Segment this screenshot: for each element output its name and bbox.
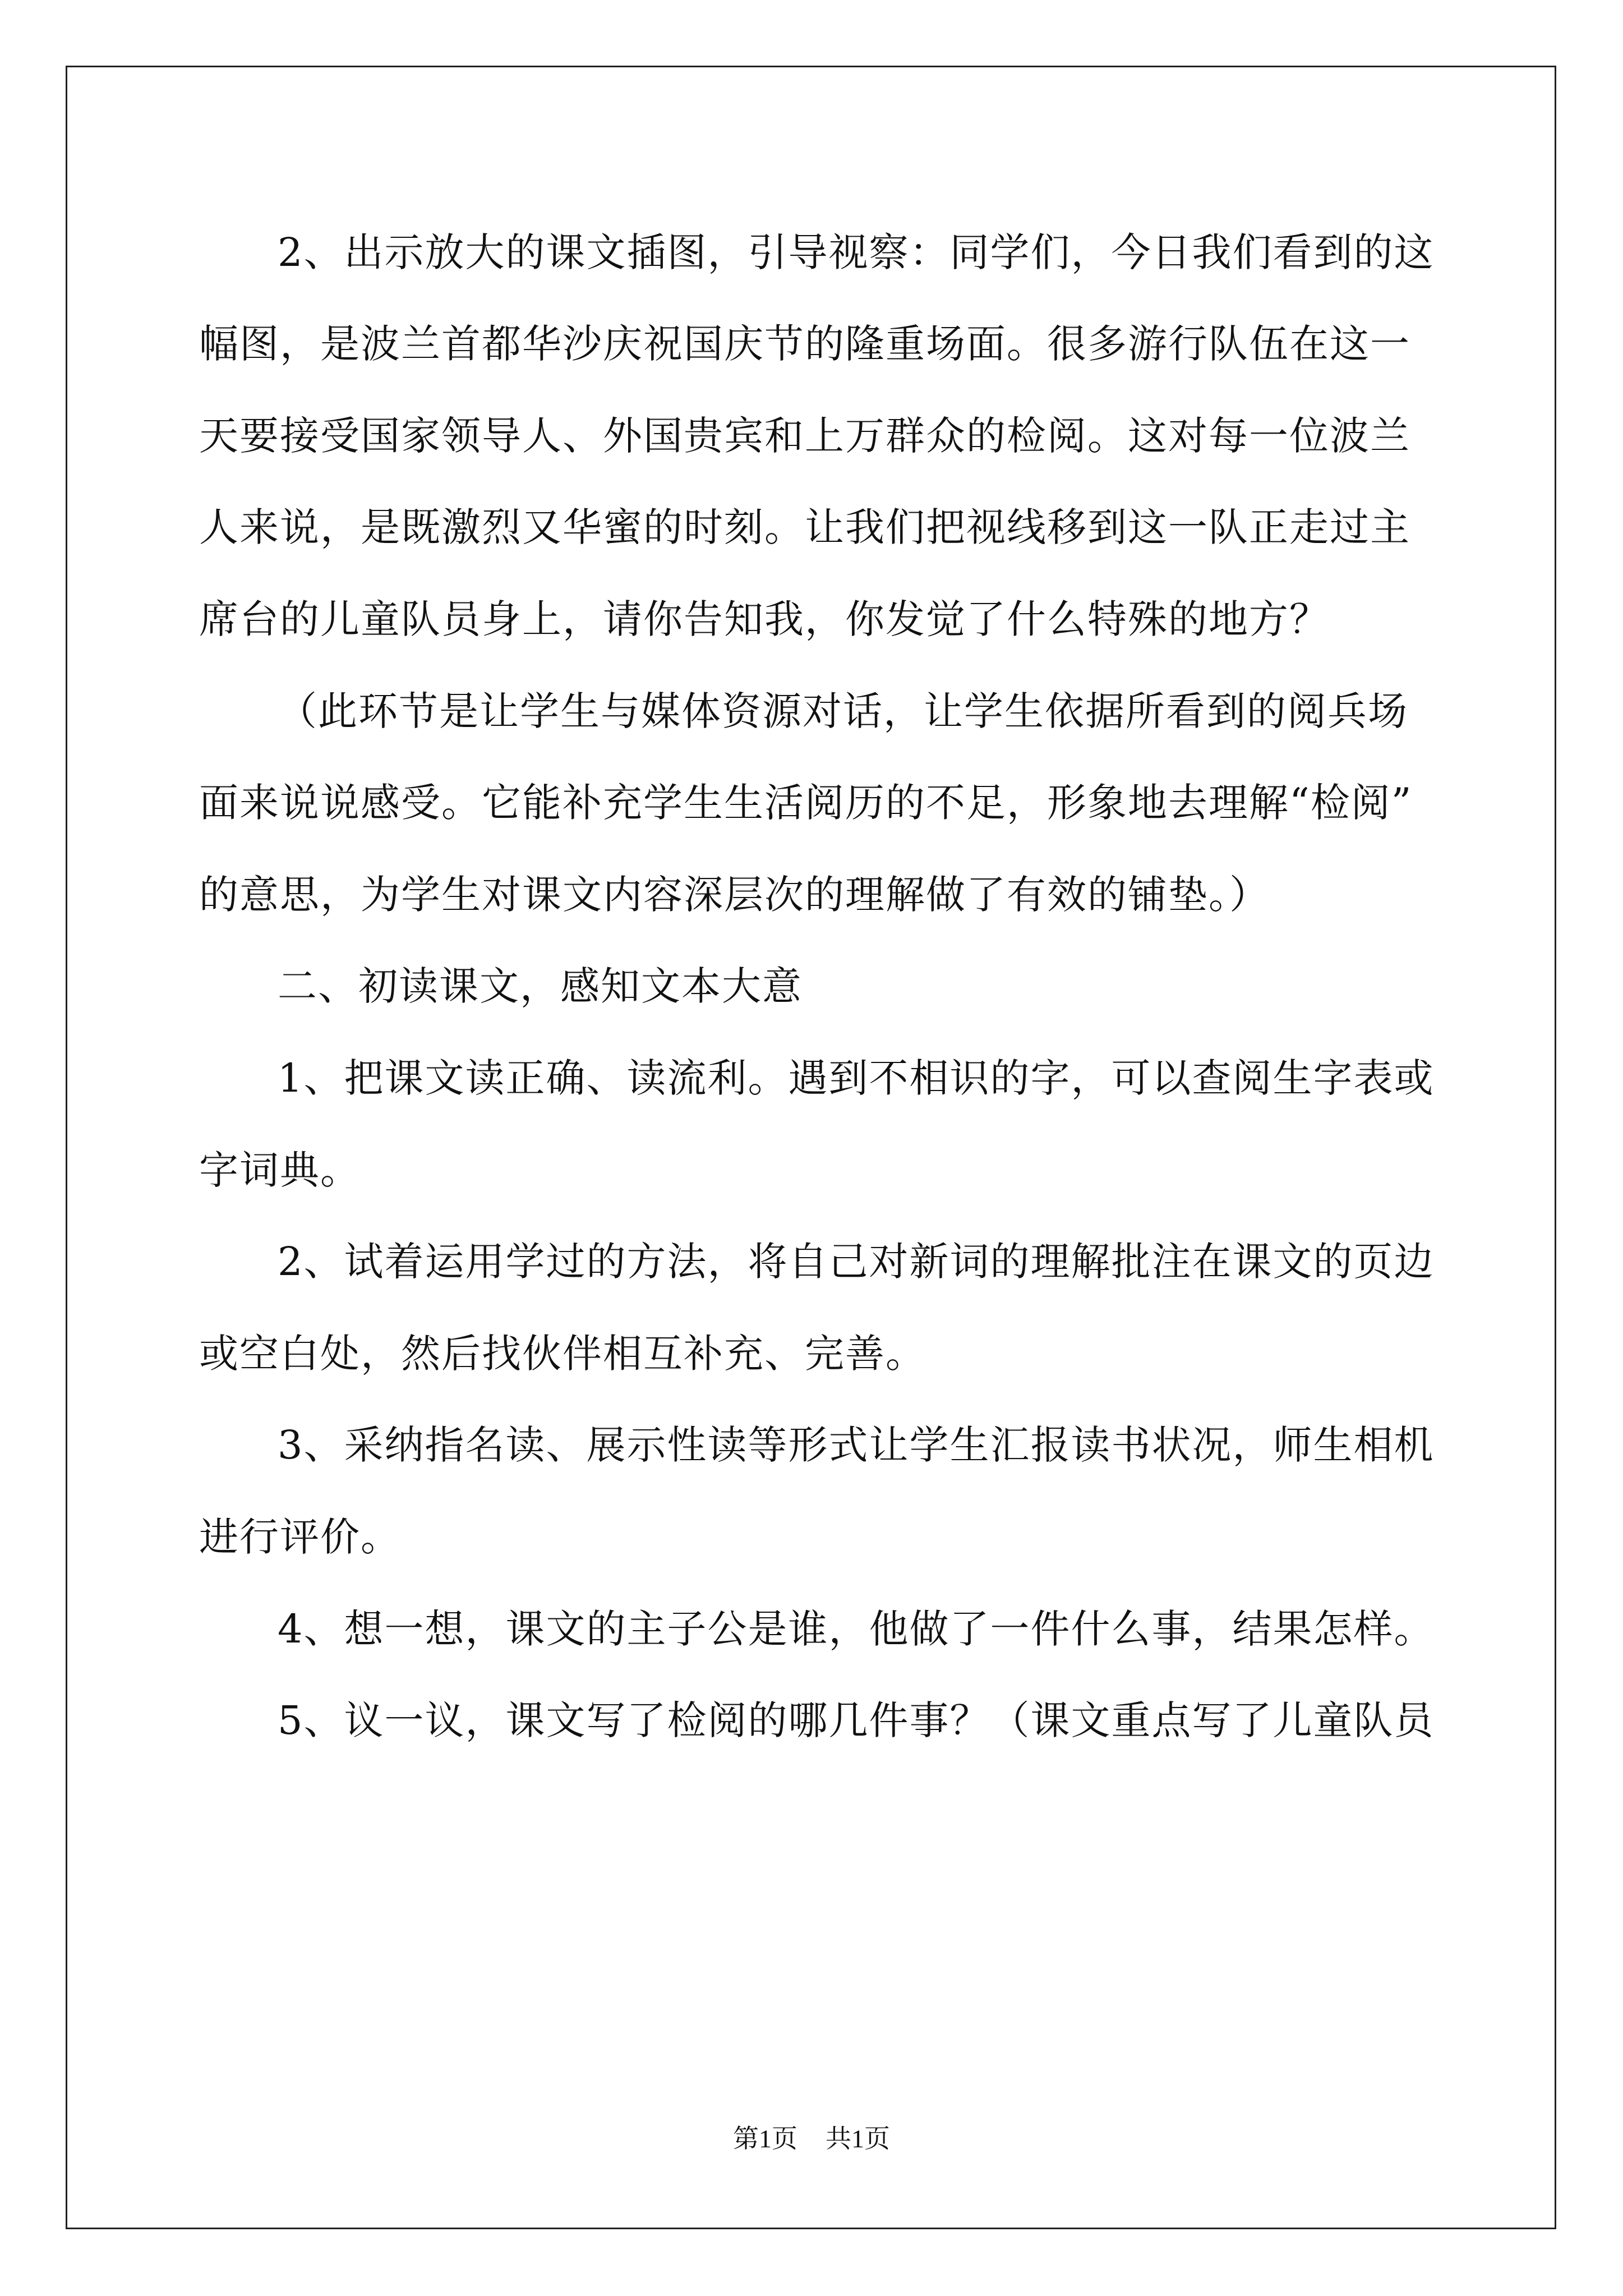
paragraph-line: 5、议一议，课文写了检阅的哪几件事？（课文重点写了儿童队员	[278, 1697, 1435, 1743]
paragraph-line: 字词典。	[199, 1147, 361, 1193]
page-footer	[0, 2122, 1623, 2156]
paragraph-line: 席台的儿童队员身上，请你告知我，你发觉了什么特殊的地方？	[199, 596, 1330, 642]
paragraph-line: 进行评价。	[199, 1514, 401, 1560]
page-number: 第1页	[733, 2124, 797, 2153]
paragraph-line: 2、试着运用学过的方法，将自己对新词的理解批注在课文的页边	[278, 1239, 1435, 1285]
paragraph-line: 1、把课文读正确、读流利。遇到不相识的字，可以查阅生字表或	[278, 1055, 1435, 1101]
paragraph-line: 面来说说感受。它能补充学生生活阅历的不足，形象地去理解“检阅”	[199, 780, 1413, 826]
paragraph-line: 3、采纳指名读、展示性读等形式让学生汇报读书状况，师生相机	[278, 1422, 1435, 1468]
paragraph-line: 4、想一想，课文的主子公是谁，他做了一件什么事，结果怎样。	[278, 1606, 1435, 1652]
page-total: 共1页	[826, 2124, 890, 2153]
paragraph-line: 幅图，是波兰首都华沙庆祝国庆节的隆重场面。很多游行队伍在这一	[199, 321, 1410, 367]
paragraph-line: 或空白处，然后找伙伴相互补充、完善。	[199, 1331, 926, 1377]
paragraph-line: 2、出示放大的课文插图，引导视察：同学们，今日我们看到的这	[278, 229, 1435, 275]
paragraph-line: 天要接受国家领导人、外国贵宾和上万群众的检阅。这对每一位波兰	[199, 413, 1410, 459]
section-heading: 二、初读课文，感知文本大意	[278, 963, 803, 1009]
paragraph-line: 的意思，为学生对课文内容深层次的理解做了有效的铺垫。）	[199, 872, 1270, 918]
paragraph-line: 人来说，是既激烈又华蜜的时刻。让我们把视线移到这一队正走过主	[199, 504, 1410, 550]
paragraph-line: （此环节是让学生与媒体资源对话，让学生依据所看到的阅兵场	[278, 688, 1408, 734]
